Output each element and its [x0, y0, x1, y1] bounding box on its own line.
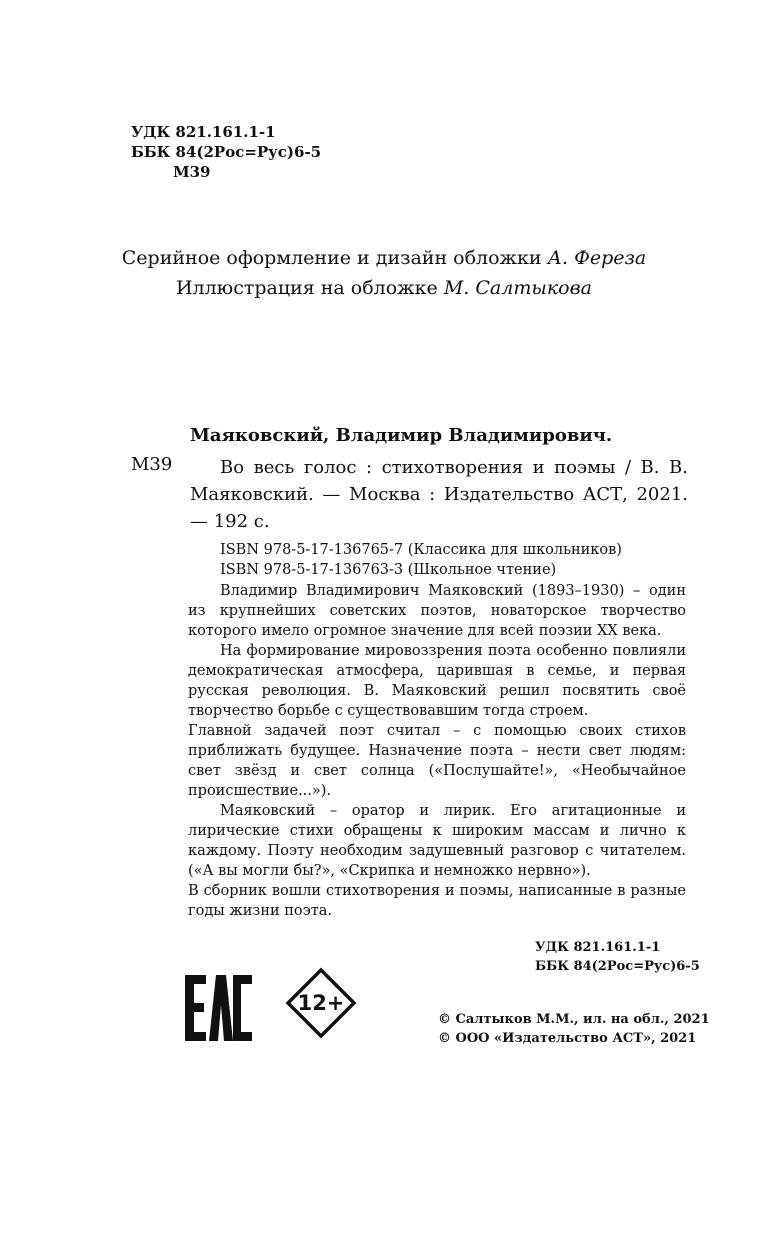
annotation-paragraph: Главной задачей поэт считал – с помощью своих стихов приближать будущее. Назначение поэта – нести свет людям: свет звёзд и свет солнца («Послушайте!», «Необычайное происшествие...»).: [188, 723, 686, 799]
annotation-paragraph: Владимир Владимирович Маяковский (1893–1930) – один из крупнейших советских поэтов, новаторское творчество которого имело огромное значение для всей поэзии XX века.: [188, 583, 686, 639]
udk-code: УДК 821.161.1-1: [535, 940, 661, 955]
design-credits: [0, 243, 768, 303]
annotation-paragraph: Маяковский – оратор и лирик. Его агитационные и лирические стихи обращены к широким массам и лично к каждому. Поэту необходим задушевный разговор с читателем. («А вы могли бы?», «Скрипка и немножко нервно»).: [188, 803, 686, 879]
illustration-text: Иллюстрация на обложке: [175, 277, 438, 299]
annotation-paragraph: На формирование мировоззрения поэта особенно повлияли демократическая атмосфера, царившая в семье, и первая русская революция. В. Маяковский решил посвятить своё творчество борьбе с существовавшим тогда строем.: [188, 643, 686, 719]
cover-design-text: Серийное оформление и дизайн обложки: [121, 247, 542, 269]
illustration-credit: [0, 273, 768, 303]
copyright-block: [438, 1010, 710, 1048]
age-rating-text: 12+: [297, 991, 345, 1015]
isbn-line: ISBN 978-5-17-136763-3 (Школьное чтение): [220, 562, 557, 578]
bbk-code: ББК 84(2Рос=Рус)6-5: [535, 959, 700, 974]
eac-mark-icon: [185, 975, 252, 1041]
record-code: М39: [131, 454, 173, 475]
annotation-paragraph: В сборник вошли стихотворения и поэмы, написанные в разные годы жизни поэта.: [188, 883, 686, 919]
record-description: Во весь голос : стихотворения и поэмы / В. В. Маяковский. — Москва : Издательство АСТ, 2021. — 192 с.: [190, 457, 688, 532]
illustrator-name: М. Салтыкова: [443, 277, 593, 299]
udk-block-bottom: [535, 938, 700, 976]
isbn-line: ISBN 978-5-17-136765-7 (Классика для школьников): [220, 542, 622, 558]
udk-code: УДК 821.161.1-1: [131, 123, 276, 141]
annotation: [188, 581, 686, 921]
cover-design-credit: [0, 243, 768, 273]
udk-block-top: [131, 122, 321, 182]
record-author: Маяковский, Владимир Владимирович.: [190, 425, 613, 446]
copyright-line: © ООО «Издательство АСТ», 2021: [438, 1031, 697, 1046]
cover-designer-name: А. Фереза: [547, 247, 647, 269]
age-rating-badge: [285, 967, 357, 1039]
copyright-line: © Салтыков М.М., ил. на обл., 2021: [438, 1012, 710, 1027]
isbn-block: [220, 540, 622, 580]
bbk-code: ББК 84(2Рос=Рус)6-5: [131, 143, 322, 161]
author-mark: М39: [173, 163, 211, 181]
